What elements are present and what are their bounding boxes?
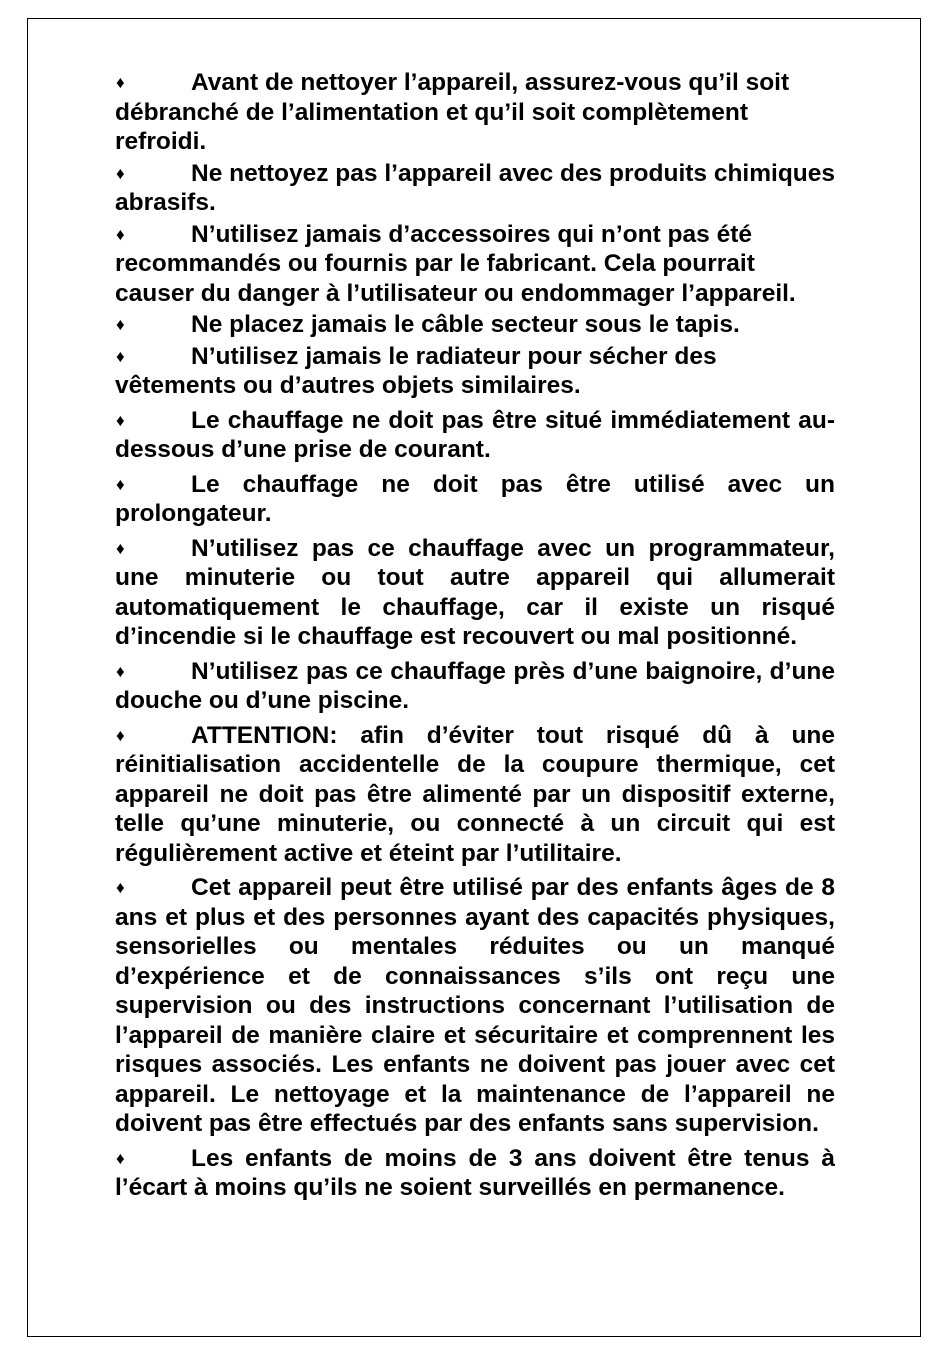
diamond-bullet-icon: ♦ <box>116 73 125 92</box>
diamond-bullet-icon: ♦ <box>116 538 125 558</box>
diamond-bullet-icon: ♦ <box>116 878 125 897</box>
list-item <box>115 873 835 1139</box>
list-item-text: Ne nettoyez pas l’appareil avec des produits chimiques abrasifs. <box>115 159 836 216</box>
list-item-text: N’utilisez jamais d’accessoires qui n’ont pas été recommandés ou fournis par le fabricant. Cela pourrait causer du danger à l’utilisateur ou endommager l’appareil. <box>115 220 796 307</box>
list-item <box>115 470 835 529</box>
diamond-bullet-icon: ♦ <box>116 725 125 745</box>
diamond-bullet-icon: ♦ <box>116 315 125 334</box>
list-item <box>115 68 835 157</box>
list-item <box>115 310 835 340</box>
safety-instructions-list <box>115 68 835 1203</box>
diamond-bullet-icon: ♦ <box>116 410 125 430</box>
diamond-bullet-icon: ♦ <box>116 163 125 183</box>
list-item-text: Cet appareil peut être utilisé par des enfants âges de 8 ans et plus et des personnes ayant des capacités physiques, sensorielles ou mentales réduites ou un manqué d’expérience et de connaissances s’ils ont reçu une supervision ou des instructions concernant l’utilisation de l’appareil de manière claire et sécuritaire et comprennent les risques associés. Les enfants ne doivent pas jouer avec cet appareil. Le nettoyage et la maintenance de l’appareil ne doivent pas être effectués par des enfants sans supervision. <box>115 874 835 1137</box>
list-item <box>115 1144 835 1203</box>
list-item-text: Ne placez jamais le câble secteur sous le tapis. <box>191 311 740 338</box>
list-item <box>115 220 835 309</box>
list-item-text: Le chauffage ne doit pas être situé immédiatement au-dessous d’une prise de courant. <box>115 406 835 463</box>
list-item-text: Avant de nettoyer l’appareil, assurez-vous qu’il soit débranché de l’alimentation et qu’il soit complètement refroidi. <box>115 69 790 155</box>
list-item <box>115 159 835 218</box>
list-item-text: Les enfants de moins de 3 ans doivent être tenus à l’écart à moins qu’ils ne soient surveillés en permanence. <box>115 1144 835 1201</box>
diamond-bullet-icon: ♦ <box>116 1148 125 1168</box>
list-item <box>115 406 835 465</box>
list-item <box>115 534 835 652</box>
list-item <box>115 721 835 869</box>
diamond-bullet-icon: ♦ <box>116 474 125 494</box>
list-item-text: N’utilisez jamais le radiateur pour sécher des vêtements ou d’autres objets similaires. <box>115 342 717 399</box>
list-item-text: Le chauffage ne doit pas être utilisé avec un prolongateur. <box>115 470 835 527</box>
diamond-bullet-icon: ♦ <box>116 346 125 366</box>
list-item-text: N’utilisez pas ce chauffage avec un programmateur, une minuterie ou tout autre appareil qui allumerait automatiquement le chauffage, car il existe un risqué d’incendie si le chauffage est recouvert ou mal positionné. <box>115 534 835 650</box>
diamond-bullet-icon: ♦ <box>116 224 125 244</box>
list-item-text: N’utilisez pas ce chauffage près d’une baignoire, d’une douche ou d’une piscine. <box>115 657 835 714</box>
diamond-bullet-icon: ♦ <box>116 661 125 681</box>
list-item <box>115 342 835 401</box>
list-item <box>115 657 835 716</box>
list-item-text: ATTENTION: afin d’éviter tout risqué dû à une réinitialisation accidentelle de la coupure thermique, cet appareil ne doit pas être alimenté par un dispositif externe, telle qu’une minuterie, ou connecté à un circuit qui est régulièrement active et éteint par l’utilitaire. <box>115 721 835 867</box>
